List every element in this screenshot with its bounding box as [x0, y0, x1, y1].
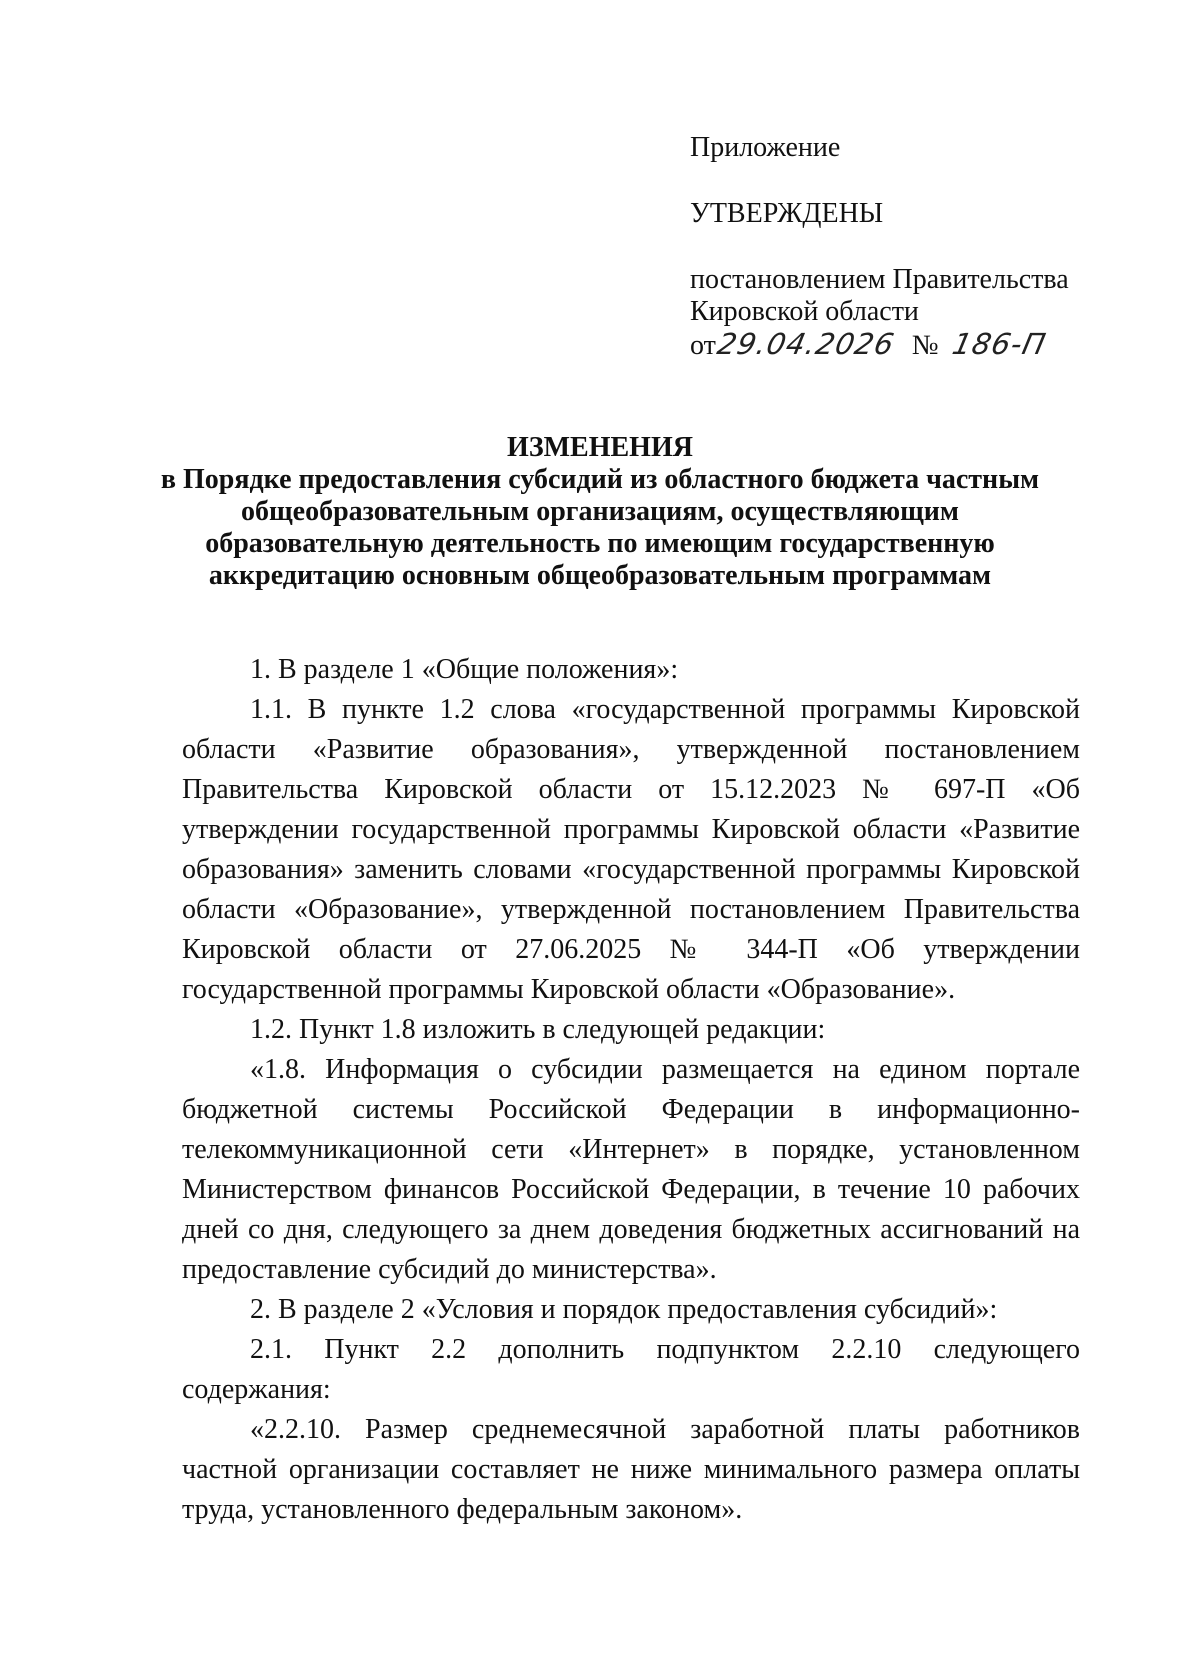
decree-date-number-line [690, 328, 1150, 362]
document-title-block [150, 432, 1050, 592]
paragraph-1: 1. В разделе 1 «Общие положения»: [250, 654, 679, 685]
date-prefix: от [690, 330, 716, 361]
decree-line-2: Кировской области [690, 296, 919, 327]
paragraph-2-2-10-text: «2.2.10. Размер среднемесячной заработной платы работников частной организации составляет не ниже минимального размера оплаты труда, установленного федеральным законом». [182, 1414, 1080, 1525]
appendix-label: Приложение [690, 132, 841, 163]
document-heading: ИЗМЕНЕНИЯ [507, 432, 693, 463]
document-body [182, 650, 1080, 1530]
paragraph-1-1: 1.1. В пункте 1.2 слова «государственной программы Кировской области «Развитие образования», утвержденной постановлением Правительства Кировской области от 15.12.2023 № 697-П «Об утверждении государственной программы Кировской области «Развитие образования» заменить словами «государственной программы Кировской области «Образование», утвержденной постановлением Правительства Кировской области от 27.06.2025 № 344-П «Об утверждении государственной программы Кировской области «Образование». [182, 694, 1080, 1005]
number-sign: № [911, 330, 939, 361]
document-subtitle: в Порядке предоставления субсидий из областного бюджета частным общеобразовательным организациям, осуществляющим образовательную деятельность по имеющим государственную аккредитацию основным общеобразовательным программам [160, 464, 1040, 591]
paragraph-1-2: 1.2. Пункт 1.8 изложить в следующей редакции: [250, 1014, 826, 1045]
decree-line-1: постановлением Правительства [690, 264, 1069, 295]
approval-stamp-block [690, 132, 1150, 362]
approved-label: УТВЕРЖДЕНЫ [690, 198, 884, 229]
paragraph-1-8-text: «1.8. Информация о субсидии размещается на едином портале бюджетной системы Российской Федерации в информационно-телекоммуникационной сети «Интернет» в порядке, установленном Министерством финансов Российской Федерации, в течение 10 рабочих дней со дня, следующего за днем доведения бюджетных ассигнований на предоставление субсидий до министерства». [182, 1054, 1080, 1285]
paragraph-2-1: 2.1. Пункт 2.2 дополнить подпунктом 2.2.10 следующего содержания: [182, 1334, 1080, 1405]
paragraph-2: 2. В разделе 2 «Условия и порядок предоставления субсидий»: [250, 1294, 998, 1325]
handwritten-number: 186-П [949, 327, 1049, 361]
handwritten-date: 29.04.2026 [714, 327, 898, 361]
